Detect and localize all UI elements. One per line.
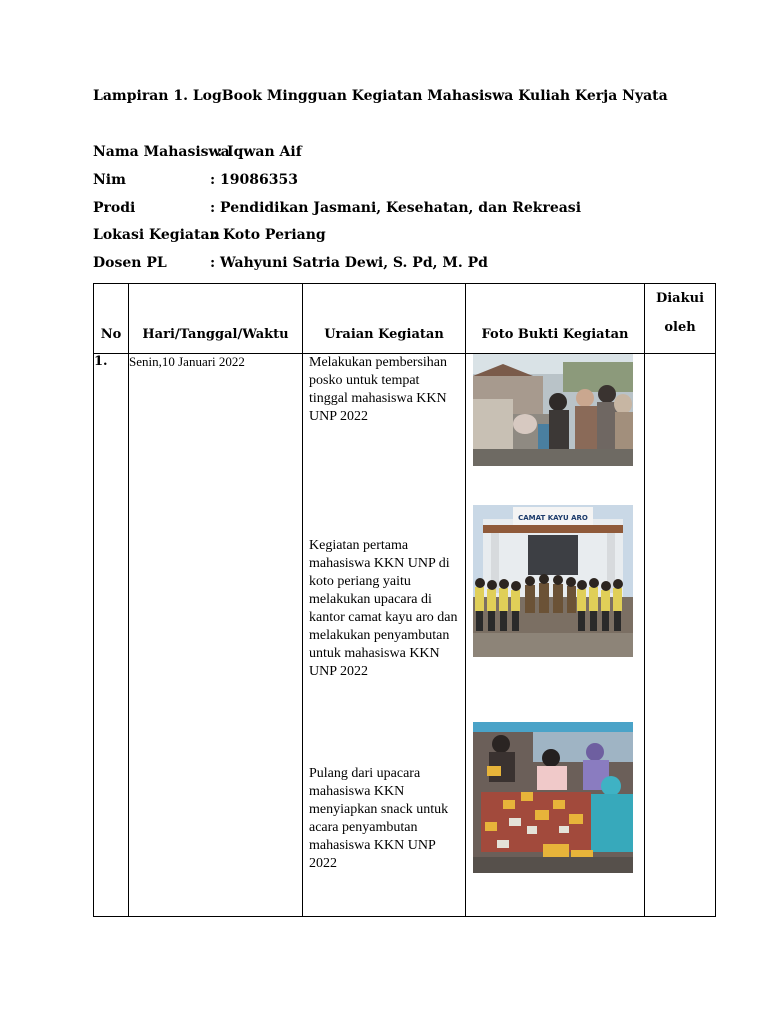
header-no: No [94,284,129,354]
prodi-value: : Pendidikan Jasmani, Kesehatan, dan Rekreasi [210,200,582,216]
photo-cleaning [473,354,633,466]
activity-entry: Pulang dari upacara mahasiswa KKN menyiapkan snack untuk acara penyambutan mahasiswa KKN UNP 2022 [309,766,449,871]
activity-entry: Kegiatan pertama mahasiswa KKN UNP di koto periang yaitu melakukan upacara di kantor camat kayu aro dan melakukan penyambutan untuk mahasiswa KKN UNP 2022 [309,538,458,679]
photo-ceremony [473,505,633,657]
info-row-name [93,144,302,160]
nim-label: Nim [93,172,126,188]
row-approved [645,354,716,917]
header-photo: Foto Bukti Kegiatan [466,284,645,354]
name-value: : Iqwan Aif [217,144,302,160]
info-row-lokasi [93,227,326,243]
header-date: Hari/Tanggal/Waktu [129,284,303,354]
dosen-label: Dosen PL [93,255,167,271]
lokasi-label: Lokasi Kegiatan [93,227,220,243]
logbook-table [93,283,716,917]
row-date: Senin,10 Januari 2022 [129,354,303,917]
row-number: 1. [94,354,129,917]
photo-sign-text: CAMAT KAYU ARO [518,514,588,522]
document-title: Lampiran 1. LogBook Mingguan Kegiatan Mahasiswa Kuliah Kerja Nyata [93,88,668,104]
nim-value: : 19086353 [210,172,298,188]
name-label: Nama Mahasiswa [93,144,230,160]
header-approved: Diakui oleh [645,284,716,354]
header-activity: Uraian Kegiatan [303,284,466,354]
table-row [94,354,716,917]
info-row-prodi [93,200,582,216]
lokasi-value: : Koto Periang [213,227,326,243]
info-row-dosen [93,255,488,271]
activity-entry: Melakukan pembersihan posko untuk tempat tinggal mahasiswa KKN UNP 2022 [309,355,448,424]
info-row-nim [93,172,298,188]
row-photos [466,354,645,917]
row-activities [303,354,466,917]
prodi-label: Prodi [93,200,136,216]
table-header-row [94,284,716,354]
dosen-value: : Wahyuni Satria Dewi, S. Pd, M. Pd [210,255,488,271]
photo-snacks [473,722,633,873]
